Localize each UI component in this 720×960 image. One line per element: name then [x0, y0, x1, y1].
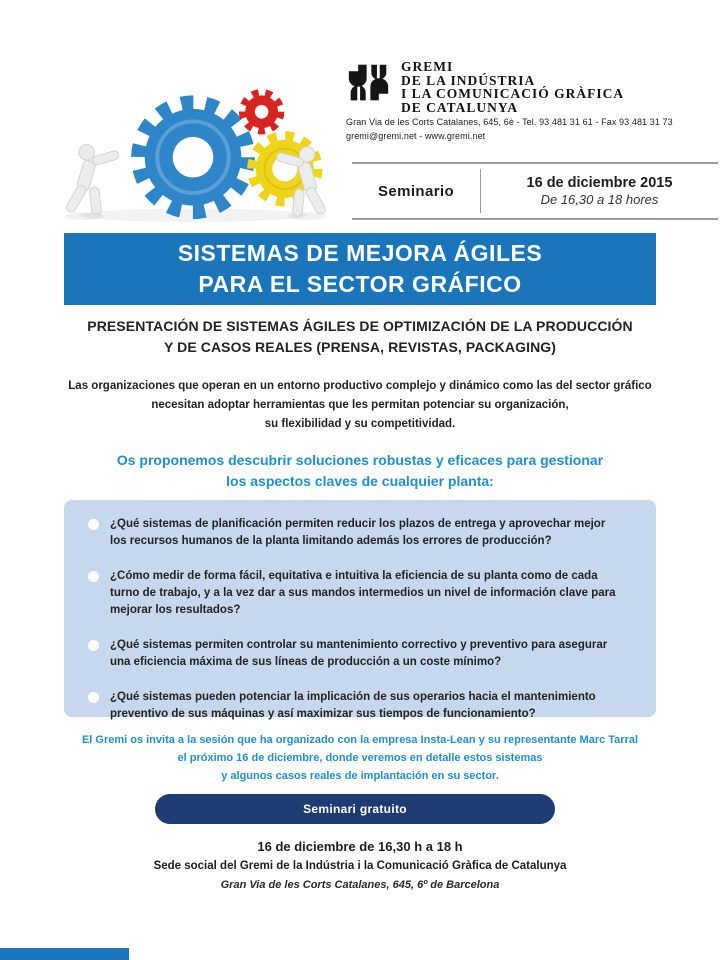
bullet-icon [88, 640, 99, 651]
title-line: SISTEMAS DE MEJORA ÁGILES [177, 240, 543, 266]
question-text: ¿Cómo medir de forma fácil, equitativa e intuitiva la eficiencia de su planta como de cada turno de trabajo, y a la vez dar a sus mandos intermedios un nivel de información clave para mejorar los resultados? [110, 570, 616, 616]
subtitle-line: Y DE CASOS REALES (PRENSA, REVISTAS, PACKAGING) [163, 339, 557, 355]
question-item [88, 637, 622, 671]
intro-line: Las organizaciones que operan en un entorno productivo complejo y dinámico como las del sector gráfico [68, 380, 652, 392]
bullet-icon [88, 519, 99, 530]
intro-line: su flexibilidad y su competitividad. [264, 418, 456, 430]
proposal-heading-line: Os proponemos descubrir soluciones robustas y eficaces para gestionar [116, 452, 604, 468]
contact-email-web: gremi@gremi.net - www.gremi.net [346, 131, 486, 141]
org-name-line: DE CATALUNYA [401, 99, 519, 115]
bottom-accent-bar [0, 948, 129, 960]
teamwork-gears-image [48, 72, 338, 227]
org-name [401, 60, 624, 114]
invitation-line: el próximo 16 de diciembre, donde veremos en detalle estos sistemas [177, 752, 543, 764]
gremi-logo-icon [346, 60, 391, 105]
footer-venue: Sede social del Gremi de la Indústria i la Comunicació Gràfica de Catalunya [153, 860, 567, 872]
question-text: ¿Qué sistemas pueden potenciar la implicación de sus operarios hacia el mantenimiento preventivo de sus máquinas y así maximizar sus tiempos de funcionamiento? [110, 691, 596, 720]
question-item [88, 689, 622, 723]
bullet-icon [88, 692, 99, 703]
title-banner [64, 233, 656, 305]
free-seminar-button-label: Seminari gratuito [303, 802, 407, 816]
org-name-line: I LA COMUNICACIÓ GRÀFICA [401, 86, 625, 101]
org-name-line: DE LA INDÚSTRIA [401, 72, 536, 88]
title-line: PARA EL SECTOR GRÁFICO [198, 271, 522, 297]
invitation-line: y algunos casos reales de implantación en su sector. [221, 770, 499, 782]
proposal-heading-line: los aspectos claves de cualquier planta: [226, 473, 494, 489]
contact-address: Gran Via de les Corts Catalanes, 645, 6è - Tel. 93 481 31 61 - Fax 93 481 31 73 [346, 117, 673, 127]
question-text: ¿Qué sistemas permiten controlar su mantenimiento correctivo y preventivo para asegurar una eficiencia máxima de sus líneas de producción a un coste mínimo? [110, 639, 608, 668]
intro-line: necesitan adoptar herramientas que les permitan potenciar su organización, [151, 399, 569, 411]
org-name-line: GREMI [401, 59, 454, 74]
question-text: ¿Qué sistemas de planificación permiten reducir los plazos de entrega y aprovechar mejor los recursos humanos de la planta limitando además los errores de producción? [110, 518, 606, 547]
subtitle-line: PRESENTACIÓN DE SISTEMAS ÁGILES DE OPTIMIZACIÓN DE LA PRODUCCIÓN [87, 318, 633, 334]
question-item [88, 568, 622, 619]
seminar-time: De 16,30 a 18 hores [540, 192, 659, 207]
left-figure-icon [65, 145, 120, 215]
free-seminar-button[interactable] [155, 794, 555, 824]
question-item [88, 516, 622, 550]
seminar-label: Seminario [377, 182, 455, 200]
questions-panel [64, 500, 656, 720]
footer-address: Gran Via de les Corts Catalanes, 645, 6º de Barcelona [220, 879, 500, 891]
seminar-date: 16 de diciembre 2015 [526, 175, 673, 191]
blue-gear-icon [140, 104, 246, 210]
seminar-info-box [352, 162, 718, 220]
footer-datetime: 16 de diciembre de 16,30 h a 18 h [257, 839, 463, 854]
bullet-icon [88, 571, 99, 582]
invitation-line: El Gremi os invita a la sesión que ha organizado con la empresa Insta-Lean y su representante Marc Tarral [81, 734, 639, 746]
red-gear-icon [243, 93, 280, 130]
